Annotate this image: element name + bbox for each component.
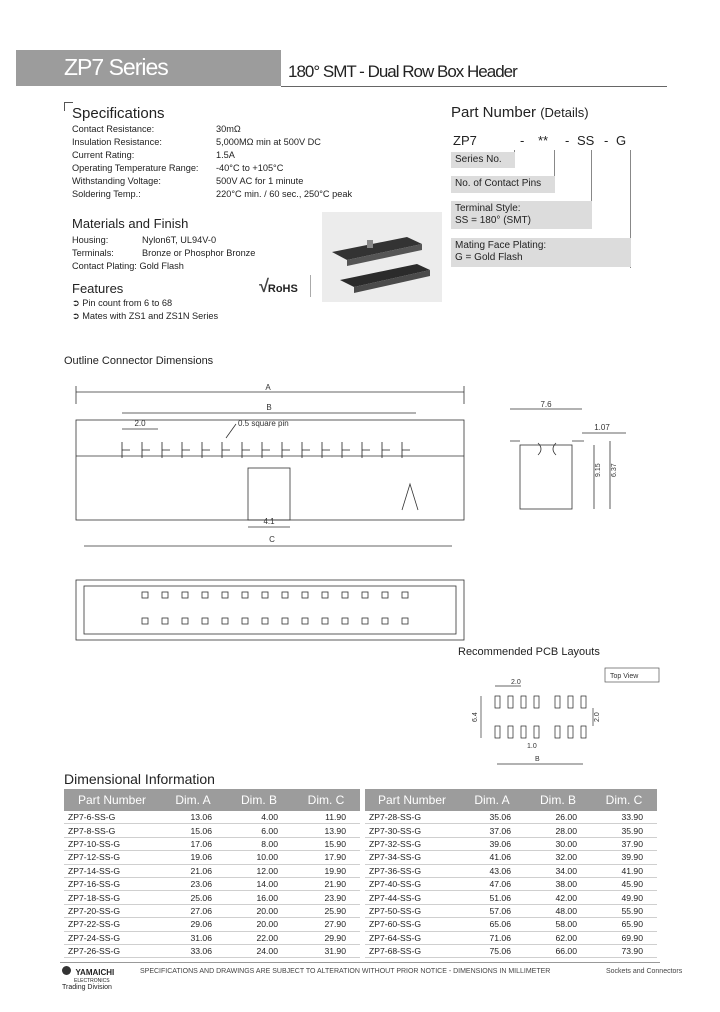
- cell-part: ZP7-64-SS-G: [365, 931, 459, 944]
- cell-dim-a: 25.06: [160, 891, 226, 904]
- table-row: [64, 944, 360, 957]
- pn-box-text: Terminal Style:: [455, 203, 521, 214]
- footer-notice: SPECIFICATIONS AND DRAWINGS ARE SUBJECT TO ALTERATION WITHOUT PRIOR NOTICE - DIMENSIONS IN MILLIMETER: [140, 968, 551, 975]
- cell-dim-b: 14.00: [226, 877, 292, 890]
- spec-row: [72, 163, 432, 176]
- code-dash: -: [520, 133, 525, 148]
- cell-part: ZP7-16-SS-G: [64, 877, 160, 890]
- code-series: ZP7: [453, 133, 477, 148]
- table-row: [64, 931, 360, 944]
- brand-subtitle: ELECTRONICS: [74, 978, 110, 984]
- spec-value: 30mΩ: [216, 124, 241, 134]
- footer-rule: [60, 962, 660, 963]
- cell-dim-c: 17.90: [292, 851, 360, 864]
- outline-heading: Outline Connector Dimensions: [64, 355, 214, 367]
- cell-dim-c: 27.90: [292, 918, 360, 931]
- material-value: Bronze or Phosphor Bronze: [142, 248, 256, 258]
- pn-box-series: [451, 152, 515, 168]
- cell-dim-a: 65.06: [459, 918, 525, 931]
- table-row: [64, 864, 360, 877]
- cell-dim-b: 16.00: [226, 891, 292, 904]
- cell-dim-a: 13.06: [160, 811, 226, 824]
- dim-label-b: B: [266, 403, 272, 412]
- dim-label-h2: 6.37: [611, 463, 618, 477]
- side-view-drawing: [498, 395, 638, 520]
- table-row: [64, 877, 360, 890]
- rohs-label: RoHS: [267, 283, 298, 295]
- cell-part: ZP7-30-SS-G: [365, 824, 459, 837]
- connector-key: [367, 240, 373, 248]
- column-header: Dim. B: [226, 789, 292, 811]
- cell-dim-c: 37.90: [591, 837, 657, 850]
- cell-dim-b: 26.00: [525, 811, 591, 824]
- cell-dim-c: 39.90: [591, 851, 657, 864]
- connector-inner-top: [84, 586, 456, 634]
- feature-item: [72, 310, 218, 323]
- pn-box-pins: [451, 176, 555, 193]
- column-header: Dim. C: [591, 789, 657, 811]
- table-row: [64, 837, 360, 850]
- table-header-row: [365, 789, 657, 811]
- cell-dim-a: 39.06: [459, 837, 525, 850]
- dimension-table-right: [365, 789, 657, 958]
- table-row: [64, 891, 360, 904]
- cell-dim-a: 29.06: [160, 918, 226, 931]
- dimensional-heading: Dimensional Information: [64, 771, 215, 787]
- cell-dim-b: 8.00: [226, 837, 292, 850]
- cell-dim-a: 17.06: [160, 837, 226, 850]
- cell-dim-a: 43.06: [459, 864, 525, 877]
- cell-dim-c: 13.90: [292, 824, 360, 837]
- part-number-code: [453, 133, 633, 148]
- code-plating: G: [616, 133, 627, 148]
- pn-box-terminal: [451, 201, 592, 229]
- check-icon: √: [258, 276, 268, 296]
- top-view-label: Top View: [610, 673, 639, 680]
- spec-label: Soldering Temp.:: [72, 189, 141, 199]
- front-view-drawing: [60, 380, 480, 650]
- part-number-heading: [451, 104, 589, 121]
- cell-dim-b: 12.00: [226, 864, 292, 877]
- pcb-pads: [495, 696, 586, 738]
- column-header: Part Number: [365, 789, 459, 811]
- dim-label-width: 7.6: [540, 400, 552, 409]
- material-value: Gold Flash: [139, 261, 184, 271]
- column-header: Dim. A: [160, 789, 226, 811]
- cell-dim-c: 11.90: [292, 811, 360, 824]
- cell-dim-a: 51.06: [459, 891, 525, 904]
- spec-value: 1.5A: [216, 150, 235, 160]
- table-row: [64, 824, 360, 837]
- cell-dim-c: 45.90: [591, 877, 657, 890]
- pn-box-text: No. of Contact Pins: [455, 178, 542, 189]
- connector-outline-front: [76, 420, 464, 520]
- cell-part: ZP7-22-SS-G: [64, 918, 160, 931]
- cell-dim-a: 75.06: [459, 944, 525, 957]
- pcb-dim-pad-w-label: 1.0: [527, 743, 537, 750]
- table-row: [365, 904, 657, 917]
- cell-dim-a: 71.06: [459, 931, 525, 944]
- pcb-dim-row-label: 6.4: [472, 712, 479, 722]
- spec-row: [72, 176, 432, 189]
- table-row: [365, 837, 657, 850]
- pn-box-text: Series No.: [455, 154, 502, 165]
- cell-dim-c: 29.90: [292, 931, 360, 944]
- dim-label-square-pin: 0.5 square pin: [238, 419, 289, 428]
- footer-right-label: Sockets and Connectors: [606, 968, 683, 975]
- table-row: [365, 918, 657, 931]
- spec-value: -40°C to +105°C: [216, 163, 284, 173]
- cell-part: ZP7-12-SS-G: [64, 851, 160, 864]
- column-header: Dim. A: [459, 789, 525, 811]
- spec-value: 5,000MΩ min at 500V DC: [216, 137, 321, 147]
- cell-dim-c: 49.90: [591, 891, 657, 904]
- cell-dim-c: 65.90: [591, 918, 657, 931]
- table-row: [64, 904, 360, 917]
- table-row: [365, 864, 657, 877]
- cell-dim-b: 34.00: [525, 864, 591, 877]
- cell-part: ZP7-26-SS-G: [64, 944, 160, 957]
- column-header: Dim. C: [292, 789, 360, 811]
- spec-label: Current Rating:: [72, 150, 135, 160]
- arrow-icon: ➲: [72, 311, 83, 321]
- material-label: Housing:: [72, 235, 109, 245]
- spec-row: [72, 137, 432, 150]
- yamaichi-logo-icon: [62, 966, 71, 975]
- cell-dim-c: 31.90: [292, 944, 360, 957]
- polarization-slot: [248, 468, 290, 520]
- cell-dim-a: 15.06: [160, 824, 226, 837]
- cell-dim-b: 20.00: [226, 904, 292, 917]
- cell-dim-a: 19.06: [160, 851, 226, 864]
- material-label: Terminals:: [72, 248, 114, 258]
- spec-value: 500V AC for 1 minute: [216, 176, 304, 186]
- cell-dim-c: 25.90: [292, 904, 360, 917]
- cell-dim-b: 4.00: [226, 811, 292, 824]
- cell-part: ZP7-34-SS-G: [365, 851, 459, 864]
- cell-dim-c: 73.90: [591, 944, 657, 957]
- dimension-table-left: [64, 789, 360, 958]
- connector-outline-top: [76, 580, 464, 640]
- table-row: [365, 891, 657, 904]
- spec-row: [72, 124, 432, 137]
- spec-row: [72, 150, 432, 163]
- cell-part: ZP7-40-SS-G: [365, 877, 459, 890]
- cell-dim-b: 62.00: [525, 931, 591, 944]
- pcb-layout-drawing: [465, 664, 665, 772]
- part-number-details: (Details): [540, 105, 589, 120]
- cell-dim-a: 47.06: [459, 877, 525, 890]
- cell-dim-b: 42.00: [525, 891, 591, 904]
- cell-dim-a: 33.06: [160, 944, 226, 957]
- specifications-heading: Specifications: [72, 105, 165, 122]
- cell-part: ZP7-44-SS-G: [365, 891, 459, 904]
- cell-dim-c: 41.90: [591, 864, 657, 877]
- column-header: Dim. B: [525, 789, 591, 811]
- cell-dim-b: 48.00: [525, 904, 591, 917]
- cell-dim-c: 69.90: [591, 931, 657, 944]
- cell-dim-c: 23.90: [292, 891, 360, 904]
- table-row: [64, 851, 360, 864]
- cell-part: ZP7-10-SS-G: [64, 837, 160, 850]
- cell-part: ZP7-6-SS-G: [64, 811, 160, 824]
- spec-label: Contact Resistance:: [72, 124, 155, 134]
- side-body: [520, 445, 572, 509]
- cell-dim-c: 21.90: [292, 877, 360, 890]
- cell-dim-a: 35.06: [459, 811, 525, 824]
- arrow-icon: ➲: [72, 298, 83, 308]
- code-dash: -: [604, 133, 609, 148]
- cell-dim-b: 22.00: [226, 931, 292, 944]
- header-rule: [281, 86, 667, 87]
- code-dash: -: [565, 133, 570, 148]
- table-row: [365, 851, 657, 864]
- cell-part: ZP7-50-SS-G: [365, 904, 459, 917]
- cell-dim-c: 55.90: [591, 904, 657, 917]
- pin1-marker: [402, 484, 418, 510]
- feature-item: [72, 297, 172, 310]
- top-pins: [142, 592, 408, 624]
- cell-dim-b: 20.00: [226, 918, 292, 931]
- material-value: Nylon6T, UL94V-0: [142, 235, 217, 245]
- brand-name: YAMAICHI: [75, 968, 115, 977]
- pcb-dim-pitch-label: 2.0: [511, 679, 521, 686]
- table-row: [365, 877, 657, 890]
- table-row: [365, 944, 657, 957]
- cell-dim-a: 23.06: [160, 877, 226, 890]
- brand-division: Trading Division: [62, 984, 112, 991]
- pn-box-text: SS = 180° (SMT): [455, 215, 531, 226]
- spec-label: Withstanding Voltage:: [72, 176, 161, 186]
- cell-dim-a: 31.06: [160, 931, 226, 944]
- series-title: ZP7 Series: [64, 54, 168, 80]
- pn-box-text: G = Gold Flash: [455, 252, 523, 263]
- cell-part: ZP7-60-SS-G: [365, 918, 459, 931]
- cell-dim-b: 38.00: [525, 877, 591, 890]
- cell-dim-b: 32.00: [525, 851, 591, 864]
- cell-dim-a: 57.06: [459, 904, 525, 917]
- cell-part: ZP7-8-SS-G: [64, 824, 160, 837]
- table-row: [365, 931, 657, 944]
- cell-part: ZP7-36-SS-G: [365, 864, 459, 877]
- cell-dim-b: 6.00: [226, 824, 292, 837]
- dim-label-offset: 1.07: [594, 423, 610, 432]
- cell-dim-a: 41.06: [459, 851, 525, 864]
- cell-dim-c: 19.90: [292, 864, 360, 877]
- table-row: [365, 811, 657, 824]
- brand-logo: [62, 962, 132, 991]
- table-row: [64, 811, 360, 824]
- code-pins: **: [538, 133, 549, 148]
- cell-dim-b: 58.00: [525, 918, 591, 931]
- code-terminal: SS: [577, 133, 595, 148]
- rohs-divider: [310, 275, 311, 297]
- cell-dim-b: 30.00: [525, 837, 591, 850]
- column-header: Part Number: [64, 789, 160, 811]
- cell-dim-b: 28.00: [525, 824, 591, 837]
- spec-value: 220°C min. / 60 sec., 250°C peak: [216, 189, 353, 199]
- dim-label-h1: 9.15: [595, 463, 602, 477]
- rohs-mark: [258, 276, 298, 297]
- square-pin-leader: [226, 424, 236, 438]
- cell-part: ZP7-32-SS-G: [365, 837, 459, 850]
- cell-dim-a: 27.06: [160, 904, 226, 917]
- spec-label: Insulation Resistance:: [72, 137, 162, 147]
- cell-part: ZP7-24-SS-G: [64, 931, 160, 944]
- cell-part: ZP7-68-SS-G: [365, 944, 459, 957]
- materials-heading: Materials and Finish: [72, 216, 189, 231]
- table-row: [365, 824, 657, 837]
- cell-dim-c: 33.90: [591, 811, 657, 824]
- cell-dim-c: 15.90: [292, 837, 360, 850]
- cell-part: ZP7-14-SS-G: [64, 864, 160, 877]
- pcb-dim-pad-label: 2.0: [594, 712, 601, 722]
- material-label: Contact Plating:: [72, 261, 137, 271]
- table-row: [64, 918, 360, 931]
- table-header-row: [64, 789, 360, 811]
- cell-part: ZP7-18-SS-G: [64, 891, 160, 904]
- cell-dim-b: 24.00: [226, 944, 292, 957]
- dim-label-pitch: 2.0: [134, 419, 146, 428]
- spec-row: [72, 189, 432, 202]
- cell-part: ZP7-20-SS-G: [64, 904, 160, 917]
- part-number-title: Part Number: [451, 104, 537, 121]
- cell-dim-b: 10.00: [226, 851, 292, 864]
- cell-part: ZP7-28-SS-G: [365, 811, 459, 824]
- features-heading: Features: [72, 281, 124, 296]
- pcb-heading: Recommended PCB Layouts: [458, 646, 600, 658]
- cell-dim-a: 37.06: [459, 824, 525, 837]
- dim-label-center: 4.1: [263, 517, 275, 526]
- cell-dim-b: 66.00: [525, 944, 591, 957]
- dim-label-c: C: [269, 535, 275, 544]
- cell-dim-a: 21.06: [160, 864, 226, 877]
- feature-text: Pin count from 6 to 68: [82, 298, 173, 308]
- dim-label-a: A: [265, 383, 271, 392]
- spec-label: Operating Temperature Range:: [72, 163, 199, 173]
- feature-text: Mates with ZS1 and ZS1N Series: [82, 311, 219, 321]
- pn-box-plating: [451, 238, 631, 267]
- document-title: 180° SMT - Dual Row Box Header: [288, 62, 517, 81]
- pcb-dim-b-label: B: [535, 756, 540, 763]
- cell-dim-c: 35.90: [591, 824, 657, 837]
- product-photo: [322, 212, 442, 302]
- pn-box-text: Mating Face Plating:: [455, 240, 547, 251]
